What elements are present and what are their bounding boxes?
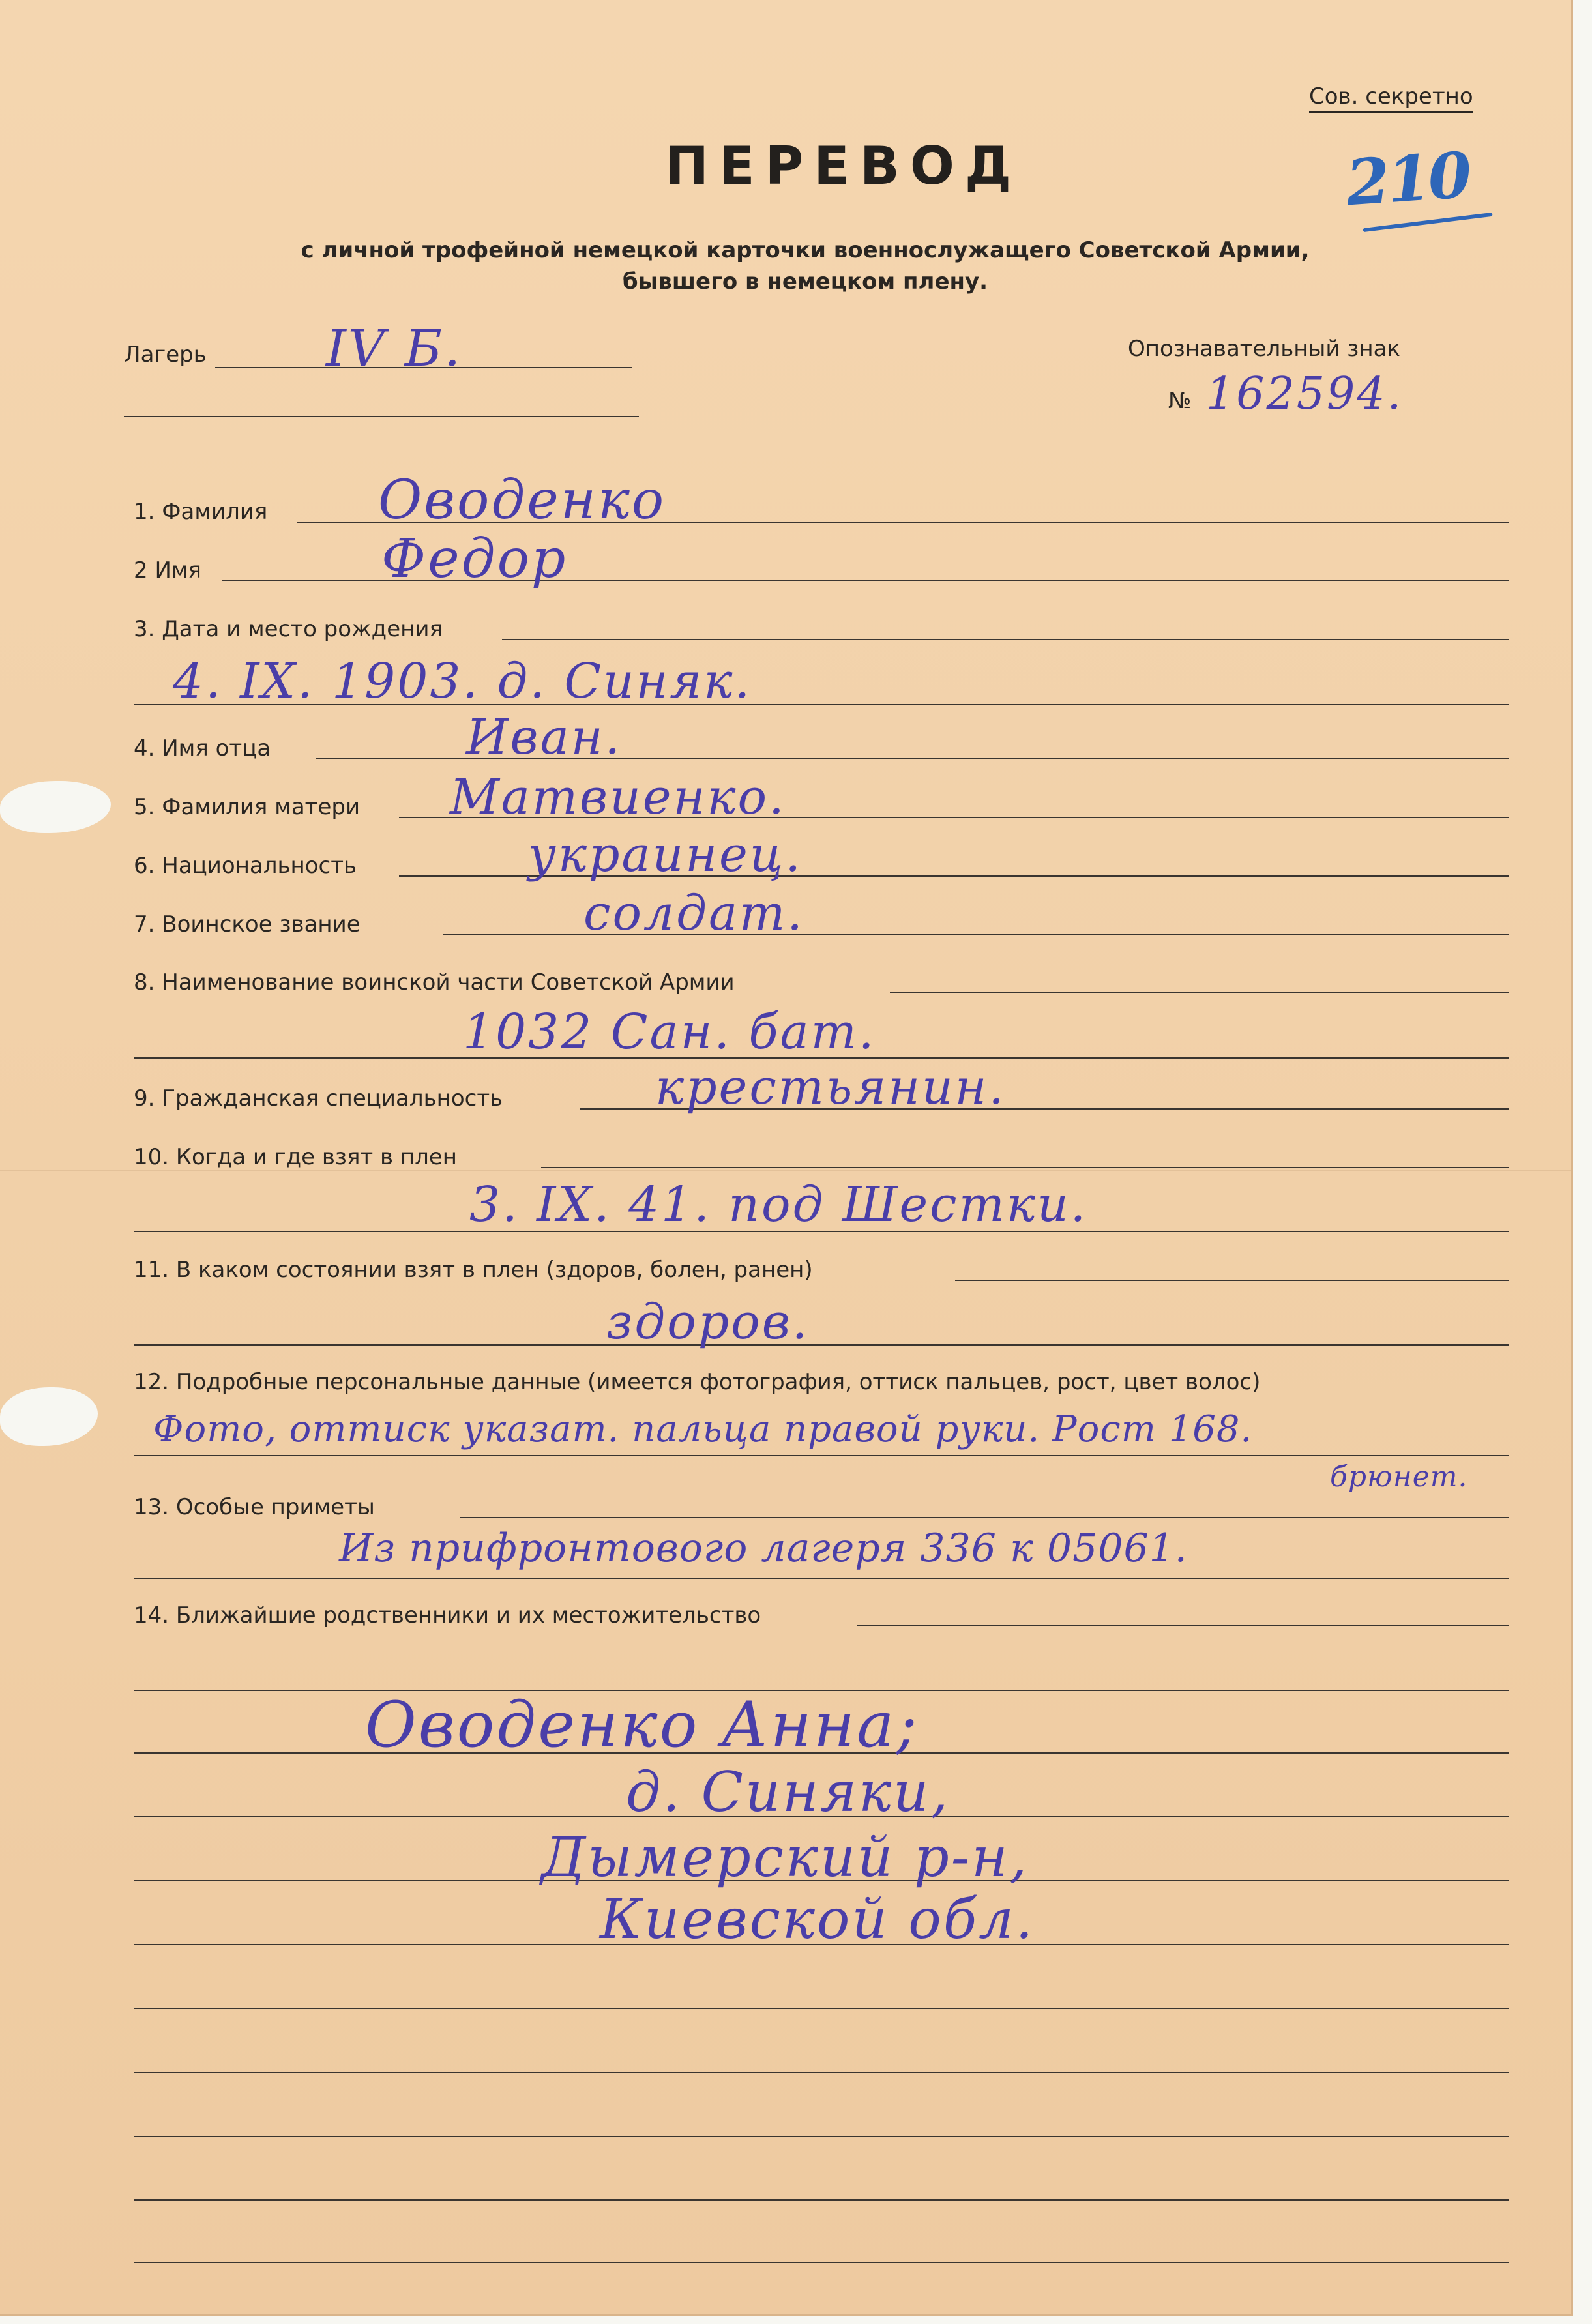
relative-line-2: д. Синяки, [626,1760,950,1824]
field-12-value-extra: брюнет. [1330,1460,1468,1493]
field-1-label: 1. Фамилия [134,499,268,525]
field-3-label: 3. Дата и место рождения [134,616,443,642]
id-tag-prefix: № [1168,388,1192,414]
camp-line-2 [124,416,639,417]
relative-line-3: Дымерский р-н, [541,1825,1029,1889]
field-11-label: 11. В каком состоянии взят в плен (здоров, болен, ранен) [134,1257,813,1283]
field-1-value: Оводенко [378,469,666,531]
field-12-label: 12. Подробные персональные данные (имеется фотография, оттиск пальцев, рост, цвет волос) [134,1369,1261,1395]
paper-fold [0,1170,1571,1171]
field-11-value: здоров. [606,1294,810,1350]
field-10-value: 3. IX. 41. под Шестки. [469,1177,1088,1233]
ruled-line-9 [134,2199,1509,2201]
ruled-line-8 [134,2136,1509,2137]
classification-mark: Сов. секретно [1309,83,1473,113]
field-7-value: солдат. [583,885,804,941]
field-12-line [134,1455,1509,1456]
field-11-line-2 [134,1344,1509,1346]
id-tag-label: Опознавательный знак [1128,336,1400,362]
field-13-label: 13. Особые приметы [134,1494,375,1520]
field-6-label: 6. Национальность [134,853,357,879]
field-14-label: 14. Ближайшие родственники и их местожительство [134,1602,761,1628]
archive-number: 210 [1344,138,1472,220]
field-2-value: Федор [381,528,568,590]
field-4-label: 4. Имя отца [134,735,271,761]
field-5-value: Матвиенко. [450,769,786,825]
field-3-value: 4. IX. 1903. д. Синяк. [173,653,752,709]
document-subtitle-line1: с личной трофейной немецкой карточки военнослужащего Советской Армии, [301,237,1310,263]
field-8-value: 1032 Сан. бат. [463,1004,876,1060]
ruled-line-10 [134,2262,1509,2263]
field-10-label: 10. Когда и где взят в плен [134,1144,457,1170]
field-12-value: Фото, оттиск указат. пальца правой руки. Рост 168. [153,1408,1253,1450]
relative-line-1: Оводенко Анна; [365,1688,919,1761]
field-13-value: Из прифронтового лагеря 336 к 05061. [339,1525,1188,1571]
field-8-line [890,992,1509,993]
field-9-label: 9. Гражданская специальность [134,1085,503,1111]
punch-hole-bottom [0,1387,98,1446]
camp-value: IV Б. [326,319,463,378]
field-14-line [857,1625,1509,1626]
camp-label: Лагерь [124,342,207,368]
field-2-label: 2 Имя [134,557,201,583]
field-6-value: украинец. [528,827,803,883]
field-11-line [955,1280,1509,1281]
field-9-value: крестьянин. [655,1059,1006,1115]
field-4-value: Иван. [466,709,622,765]
field-10-line [541,1167,1509,1168]
field-3-line [502,639,1509,640]
field-13-line [460,1517,1509,1518]
field-5-label: 5. Фамилия матери [134,794,361,820]
document-subtitle-line2: бывшего в немецком плену. [622,269,988,295]
id-tag-value: 162594. [1206,368,1404,420]
relative-line-4: Киевской обл. [600,1887,1035,1951]
ruled-line-6 [134,2008,1509,2009]
field-8-label: 8. Наименование воинской части Советской Армии [134,969,735,995]
ruled-line-7 [134,2072,1509,2073]
punch-hole-top [0,781,111,833]
field-7-label: 7. Воинское звание [134,911,361,937]
field-13-line-2 [134,1578,1509,1579]
document-title: ПЕРЕВОД [665,136,1022,196]
